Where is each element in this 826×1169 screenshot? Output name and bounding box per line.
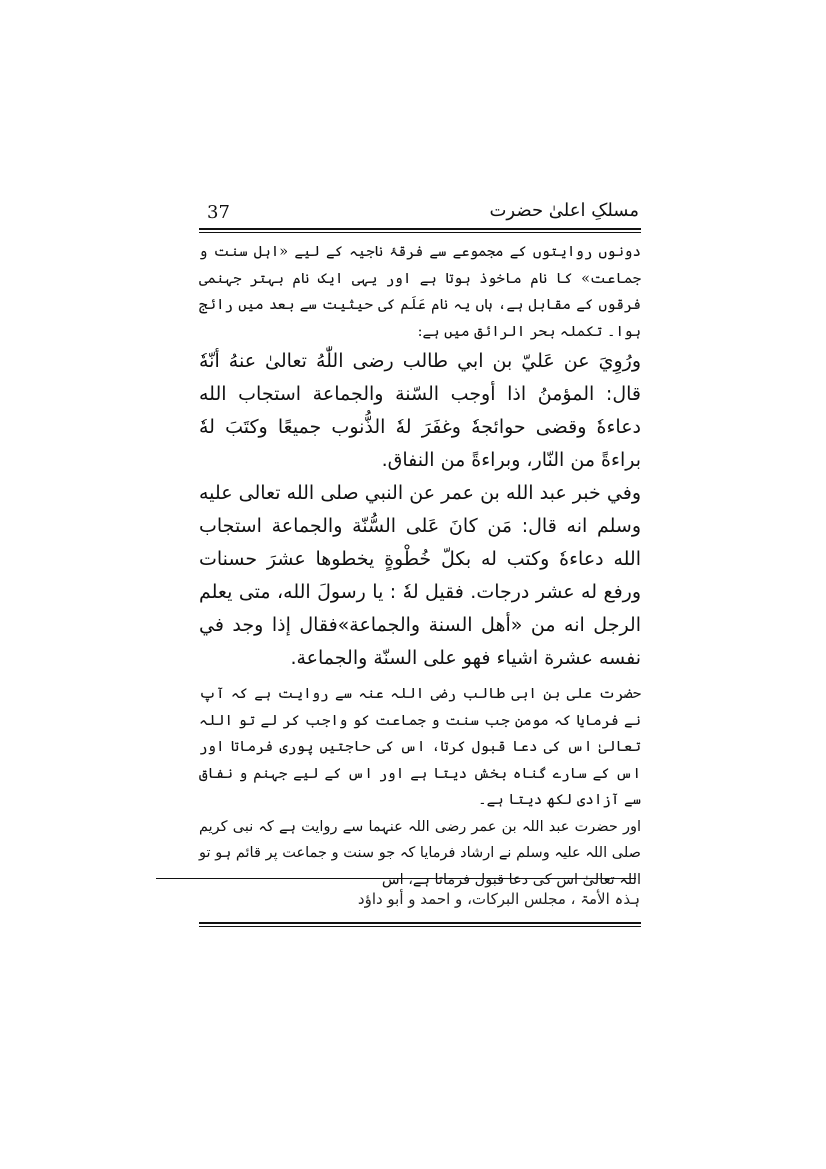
urdu-paragraph-translation-ali: حضرت علی بن ابی طالب رضی اللہ عنہ سے روایت ہے کہ آپ نے فرمایا کہ مومن جب سنت و جماعت کو واجب کر لے تو اللہ تعالیٰ اس کی دعا قبول کرتا، اس کی حاجتیں پوری فرماتا اور اس کے سارے گناہ بخش دیتا ہے اور اس کے لیے جہنم و نفاق سے آزادی لکھ دیتا ہے۔	[199, 686, 641, 808]
arabic-paragraph-ali: ورُوِيَ عن عَليّ بن ابي طالب رضى اللّٰهُ تعالىٰ عنهُ أنّهٗ قال: المؤمنُ اذا أوجب السّنة والجماعة استجاب الله دعاءهٗ وقضى حوائجهٗ وغفَرَ لهٗ الذُّنوب جميعًا وكتَبَ لهٗ براءةً من النّار، وبراءةً من النفاق.	[199, 350, 641, 471]
header-rule	[199, 228, 641, 233]
bottom-rule	[199, 922, 641, 927]
urdu-paragraph-intro: دونوں روایتوں کے مجموعے سے فرقۂ ناجیہ کے لیے «اہل سنت و جماعت» کا نام ماخوذ ہوتا ہے اور یہی ایک نام بہتر جہنمی فرقوں کے مقابل ہے، ہاں یہ نام عَلَم کی حیثیت سے بعد میں رائج ہوا۔ تکملہ بحر الرائق میں ہے:	[199, 244, 641, 340]
page-number: 37	[207, 202, 230, 223]
document-page	[199, 198, 641, 893]
body-text	[199, 239, 641, 893]
urdu-paragraph-translation-ibn-umar: اور حضرت عبد اللہ بن عمر رضی اللہ عنہما سے روایت ہے کہ نبی کریم صلی اللہ علیہ وسلم نے ارشاد فرمایا کہ جو سنت و جماعت پر قائم ہو تو اللہ تعالیٰ اس کی دعا قبول فرماتا ہے، اس	[199, 818, 641, 888]
footnote-rule	[156, 878, 636, 879]
footnote: ہذہ الأمۃ ، مجلس البرکات، و احمد و أبو داؤد	[357, 890, 640, 908]
arabic-paragraph-ibn-umar: وفي خبر عبد الله بن عمر عن النبي صلى الله تعالى عليه وسلم انه قال: مَن كانَ عَلى السُّنّة والجماعة استجاب الله دعاءهٗ وكتب له بكلّ خُطْوةٍ يخطوها عشرَ حسنات ورفع له عشر درجات. فقيل لهٗ : يا رسولَ الله، متى يعلم الرجل انه من «أهل السنة والجماعة»فقال إذا وجد في نفسه عشرة اشياء فهو على السنّة والجماعة.	[199, 482, 641, 669]
page-header	[199, 198, 641, 226]
book-title: مسلکِ اعلیٰ حضرت	[489, 200, 639, 221]
